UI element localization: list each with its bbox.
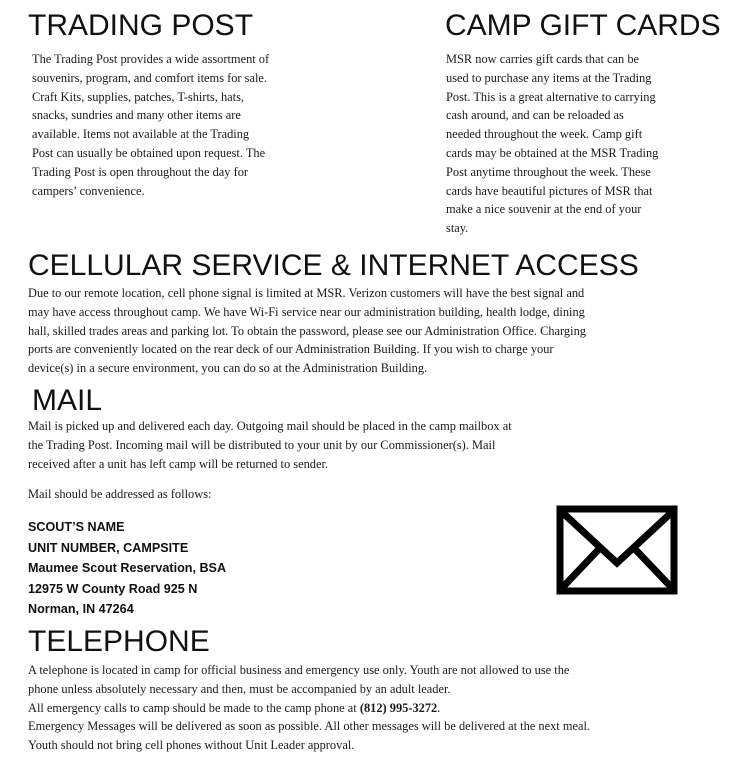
- trading-post-text: [32, 50, 269, 200]
- envelope-icon: [556, 505, 678, 595]
- text-line: Youth should not bring cell phones without Unit Leader approval.: [28, 738, 355, 753]
- mail-heading: MAIL: [32, 384, 103, 417]
- text-line: Mail is picked up and delivered each day. Outgoing mail should be placed in the camp mailbox at: [28, 419, 512, 433]
- cellular-heading: CELLULAR SERVICE & INTERNET ACCESS: [28, 249, 639, 282]
- text-line: A telephone is located in camp for official business and emergency use only. Youth are not allowed to use the: [28, 663, 570, 677]
- phone-line-text: All emergency calls to camp should be made to the camp phone at: [28, 700, 360, 715]
- text-line: souvenirs, program, and comfort items for sale.: [32, 70, 268, 85]
- text-line: Craft Kits, supplies, patches, T-shirts, hats,: [32, 89, 245, 104]
- address-line: UNIT NUMBER, CAMPSITE: [28, 540, 189, 555]
- emergency-phone-line: [28, 699, 590, 718]
- mailing-address: [28, 517, 226, 620]
- text-line: Post anytime throughout the week. These: [446, 164, 651, 179]
- text-line: needed throughout the week. Camp gift: [446, 127, 643, 142]
- text-line: hall, skilled trades areas and parking lot. To obtain the password, please see our Administration Office. Charging: [28, 323, 586, 338]
- address-line: SCOUT’S NAME: [28, 520, 125, 534]
- text-line: cards have beautiful pictures of MSR that: [446, 183, 653, 198]
- text-line: the Trading Post. Incoming mail will be distributed to your unit by our Commissioner(s). Mail: [28, 437, 496, 452]
- text-line: ports are conveniently located on the rear deck of our Administration Building. If you wish to charge your: [28, 342, 554, 357]
- telephone-text: [28, 661, 590, 755]
- address-intro: Mail should be addressed as follows:: [28, 487, 212, 501]
- address-line: Norman, IN 47264: [28, 602, 134, 617]
- text-line: phone unless absolutely necessary and then, must be accompanied by an adult leader.: [28, 681, 451, 696]
- text-line: device(s) in a secure environment, you can do so at the Administration Building.: [28, 361, 428, 376]
- gift-cards-text: [446, 50, 658, 238]
- text-line: MSR now carries gift cards that can be: [446, 52, 640, 66]
- text-line: Trading Post is open throughout the day for: [32, 164, 249, 179]
- text-line: Post can usually be obtained upon request. The: [32, 145, 266, 160]
- text-line: Post. This is a great alternative to carrying: [446, 89, 656, 104]
- text-line: cards may be obtained at the MSR Trading: [446, 145, 659, 160]
- phone-line-end: .: [437, 700, 441, 715]
- camp-phone-number: (812) 995-3272: [359, 700, 438, 715]
- text-line: used to purchase any items at the Trading: [446, 70, 652, 85]
- text-line: make a nice souvenir at the end of your: [446, 202, 642, 217]
- text-line: may have access throughout camp. We have Wi-Fi service near our administration building, health lodge, dining: [28, 304, 585, 319]
- text-line: The Trading Post provides a wide assortment of: [32, 52, 270, 66]
- text-line: Due to our remote location, cell phone signal is limited at MSR. Verizon customers will have the best signal and: [28, 286, 585, 300]
- text-line: Emergency Messages will be delivered as soon as possible. All other messages will be delivered at the next meal.: [28, 719, 591, 734]
- gift-cards-heading: CAMP GIFT CARDS: [445, 9, 721, 42]
- mail-text: [28, 417, 512, 473]
- trading-post-heading: TRADING POST: [28, 9, 254, 42]
- telephone-heading: TELEPHONE: [28, 625, 210, 658]
- text-line: received after a unit has left camp will be returned to sender.: [28, 456, 329, 471]
- address-line: 12975 W County Road 925 N: [28, 581, 198, 596]
- text-line: campers’ convenience.: [32, 183, 145, 198]
- text-line: snacks, sundries and many other items are: [32, 108, 241, 123]
- address-line: Maumee Scout Reservation, BSA: [28, 561, 227, 576]
- cellular-text: [28, 284, 586, 378]
- text-line: stay.: [446, 221, 469, 236]
- text-line: cash around, and can be reloaded as: [446, 108, 624, 123]
- text-line: available. Items not available at the Trading: [32, 127, 250, 142]
